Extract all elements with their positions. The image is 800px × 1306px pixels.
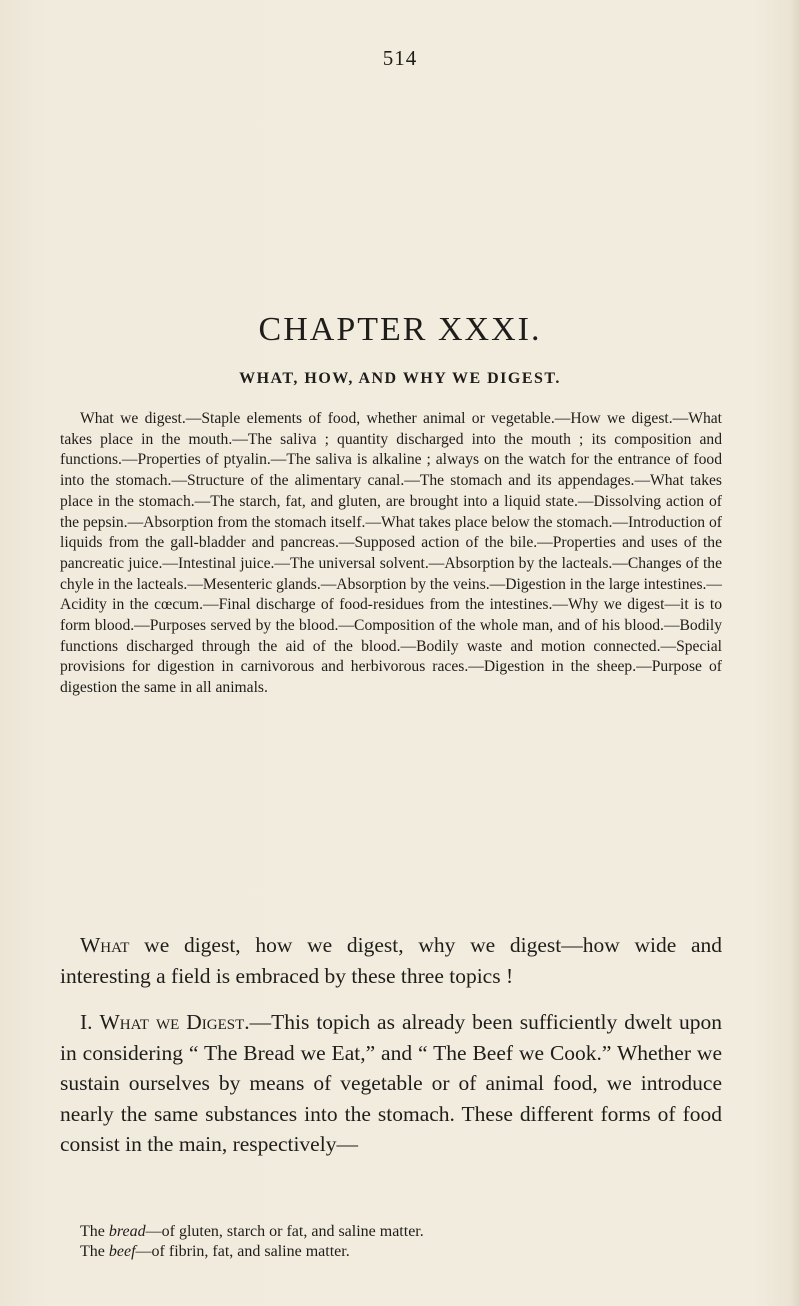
chapter-title: CHAPTER XXXI. [258, 311, 542, 348]
list-item-text: —of gluten, starch or fat, and saline matter. [145, 1223, 424, 1240]
intro-lead-word: What [80, 933, 130, 957]
intro-text: we digest, how we digest, why we digest—how wide and interesting a field is embraced by these three topics ! [60, 933, 722, 988]
section-numeral: I. [80, 1010, 100, 1034]
list-item-label: beef [108, 1243, 136, 1260]
list-item [80, 1242, 720, 1262]
intro-paragraph [60, 930, 722, 991]
page-edge-shading [790, 0, 800, 1306]
list-item-text: —of fibrin, fat, and saline matter. [135, 1243, 350, 1260]
chapter-synopsis: What we digest.—Staple elements of food, whether animal or vegetable.—How we digest.—What takes place in the mouth.—The saliva ; quantity discharged into the mouth ; its composition and functions.—Properties of ptyalin.—The saliva is alkaline ; always on the watch for the entrance of food into the stomach.—Structure of the alimentary canal.—The stomach and its appendages.—What takes place in the stomach.—The starch, fat, and gluten, are brought into a liquid state.—Dissolving action of the pepsin.—Absorption from the stomach itself.—What takes place below the stomach.—Introduction of liquids from the gall-bladder and pancreas.—Supposed action of the bile.—Properties and uses of the pancreatic juice.—Intestinal juice.—The universal solvent.—Absorption by the lacteals.—Changes of the chyle in the lacteals.—Mesenteric glands.—Absorption by the veins.—Digestion in the large intestines.—Acidity in the cœcum.—Final discharge of food-residues from the intestines.—Why we digest—it is to form blood.—Purposes served by the blood.—Composition of the whole man, and of his blood.—Bodily functions discharged through the aid of the blood.—Bodily waste and motion connected.—Special provisions for digestion in carnivorous and herbivorous races.—Digestion in the sheep.—Purpose of digestion the same in all animals. [60, 410, 722, 697]
section-text: —This topich as already been sufficiently dwelt upon in considering “ The Bread we Eat,” and “ The Beef we Cook.” Whether we sustain ourselves by means of vegetable or of animal food, we introduce nearly the same substances into the stomach. These different forms of food consist in the main, respectively— [60, 1010, 722, 1156]
page-number: 514 [382, 46, 418, 70]
chapter-subtitle: WHAT, HOW, AND WHY WE DIGEST. [239, 370, 561, 387]
section-one-paragraph [60, 1007, 722, 1160]
list-item-label: bread [108, 1223, 146, 1240]
section-heading: What we Digest. [99, 1010, 250, 1034]
list-item [80, 1222, 720, 1242]
list-item-prefix: The [80, 1243, 109, 1260]
list-item-prefix: The [80, 1223, 109, 1240]
food-composition-list [80, 1222, 720, 1262]
